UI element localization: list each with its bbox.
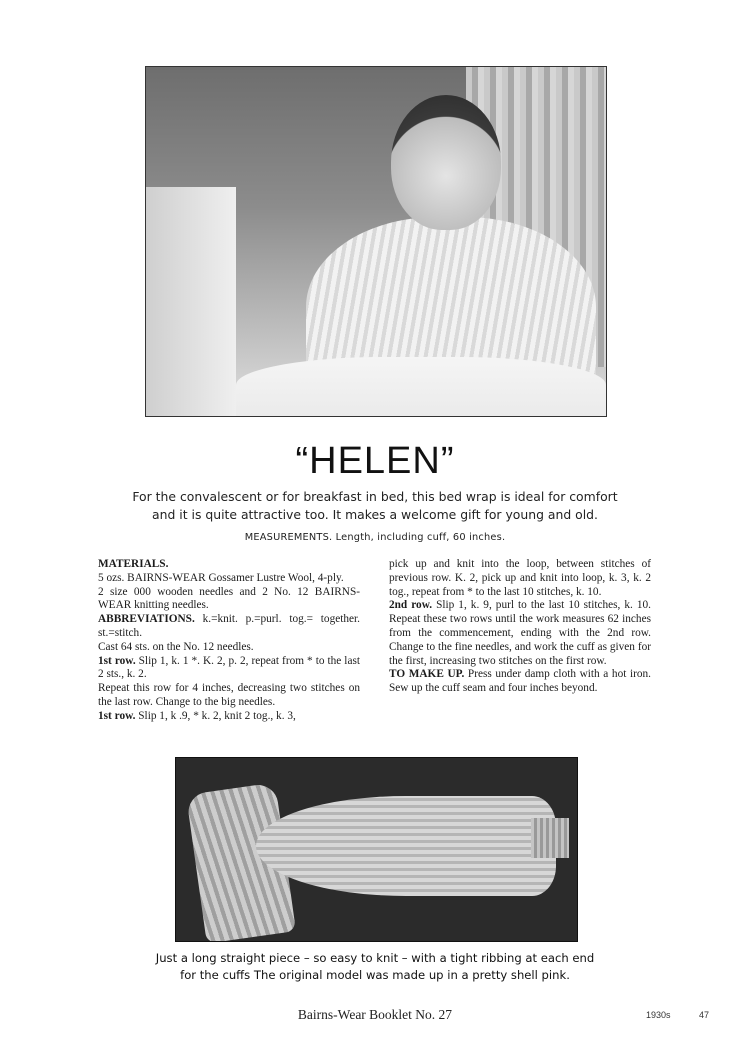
intro-line-2: and it is quite attractive too. It makes a welcome gift for young and old. — [152, 507, 598, 522]
row1-text: Slip 1, k. 1 *. K. 2, p. 2, repeat from * to the last 2 sts., k. 2. — [98, 654, 360, 681]
caption-line-1: Just a long straight piece – so easy to knit – with a tight ribbing at each end — [155, 951, 595, 965]
page-number: 47 — [699, 1010, 710, 1020]
garment-photo — [175, 757, 578, 942]
materials-needles: 2 size 000 wooden needles and 2 No. 12 BAIRNS-WEAR knitting needles. — [98, 585, 360, 612]
row2-text: Slip 1, k. 9, purl to the last 10 stitches, k. 10. Repeat these two rows until the work measures 62 inches from the commencement, ending with the 2nd row. Change to the fine needles, and work the cuff as given for the first, increasing two stitches on the first row. — [389, 599, 652, 667]
intro-line-1: For the convalescent or for breakfast in bed, this bed wrap is ideal for comfort — [132, 489, 618, 504]
footer-booklet-title: Bairns-Wear Booklet No. 27 — [297, 1007, 453, 1022]
intro-text — [100, 488, 650, 524]
caption-line-2: for the cuffs The original model was made up in a pretty shell pink. — [180, 968, 570, 982]
row2-label: 2nd row. — [389, 599, 433, 612]
photo-pillow — [146, 187, 236, 416]
instructions-left-column — [98, 558, 360, 724]
model-photo — [145, 66, 607, 417]
continued-text: pick up and knit into the loop, between stitches of previous row. K. 2, pick up and knit into loop, k. 3, k. 2 tog., repeat from * to the last 10 stitches, k. 10. — [389, 558, 651, 598]
abbreviations-heading: ABBREVIATIONS. — [98, 613, 195, 626]
garment-caption — [110, 950, 640, 984]
make-up-label: TO MAKE UP. — [389, 668, 465, 681]
materials-heading: MATERIALS. — [98, 558, 169, 570]
repeat-text: Repeat this row for 4 inches, decreasing two stitches on the last row. Change to the big needles. — [98, 682, 360, 708]
materials-wool: 5 ozs. BAIRNS-WEAR Gossamer Lustre Wool, 4-ply. — [98, 571, 344, 584]
measurements: MEASUREMENTS. Length, including cuff, 60 inches. — [244, 532, 506, 543]
photo-blanket — [236, 357, 606, 417]
photo-knitted-piece — [256, 796, 556, 896]
pattern-title: “HELEN” — [295, 440, 455, 482]
make-up-text: Press under damp cloth with a hot iron. Sew up the cuff seam and four inches beyond. — [389, 668, 651, 695]
photo-cuff-right — [531, 818, 569, 858]
footer-era: 1930s — [646, 1010, 671, 1020]
row1b-label: 1st row. — [98, 709, 136, 722]
row1-label: 1st row. — [98, 654, 136, 667]
cast-on-text: Cast 64 sts. on the No. 12 needles. — [98, 640, 254, 653]
row1b-text: Slip 1, k .9, * k. 2, knit 2 tog., k. 3, — [135, 709, 296, 722]
abbreviations-text: k.=knit. p.=purl. tog.= together. st.=stitch. — [98, 613, 360, 639]
instructions-right-column — [389, 558, 651, 696]
photo-model-head — [391, 95, 501, 230]
